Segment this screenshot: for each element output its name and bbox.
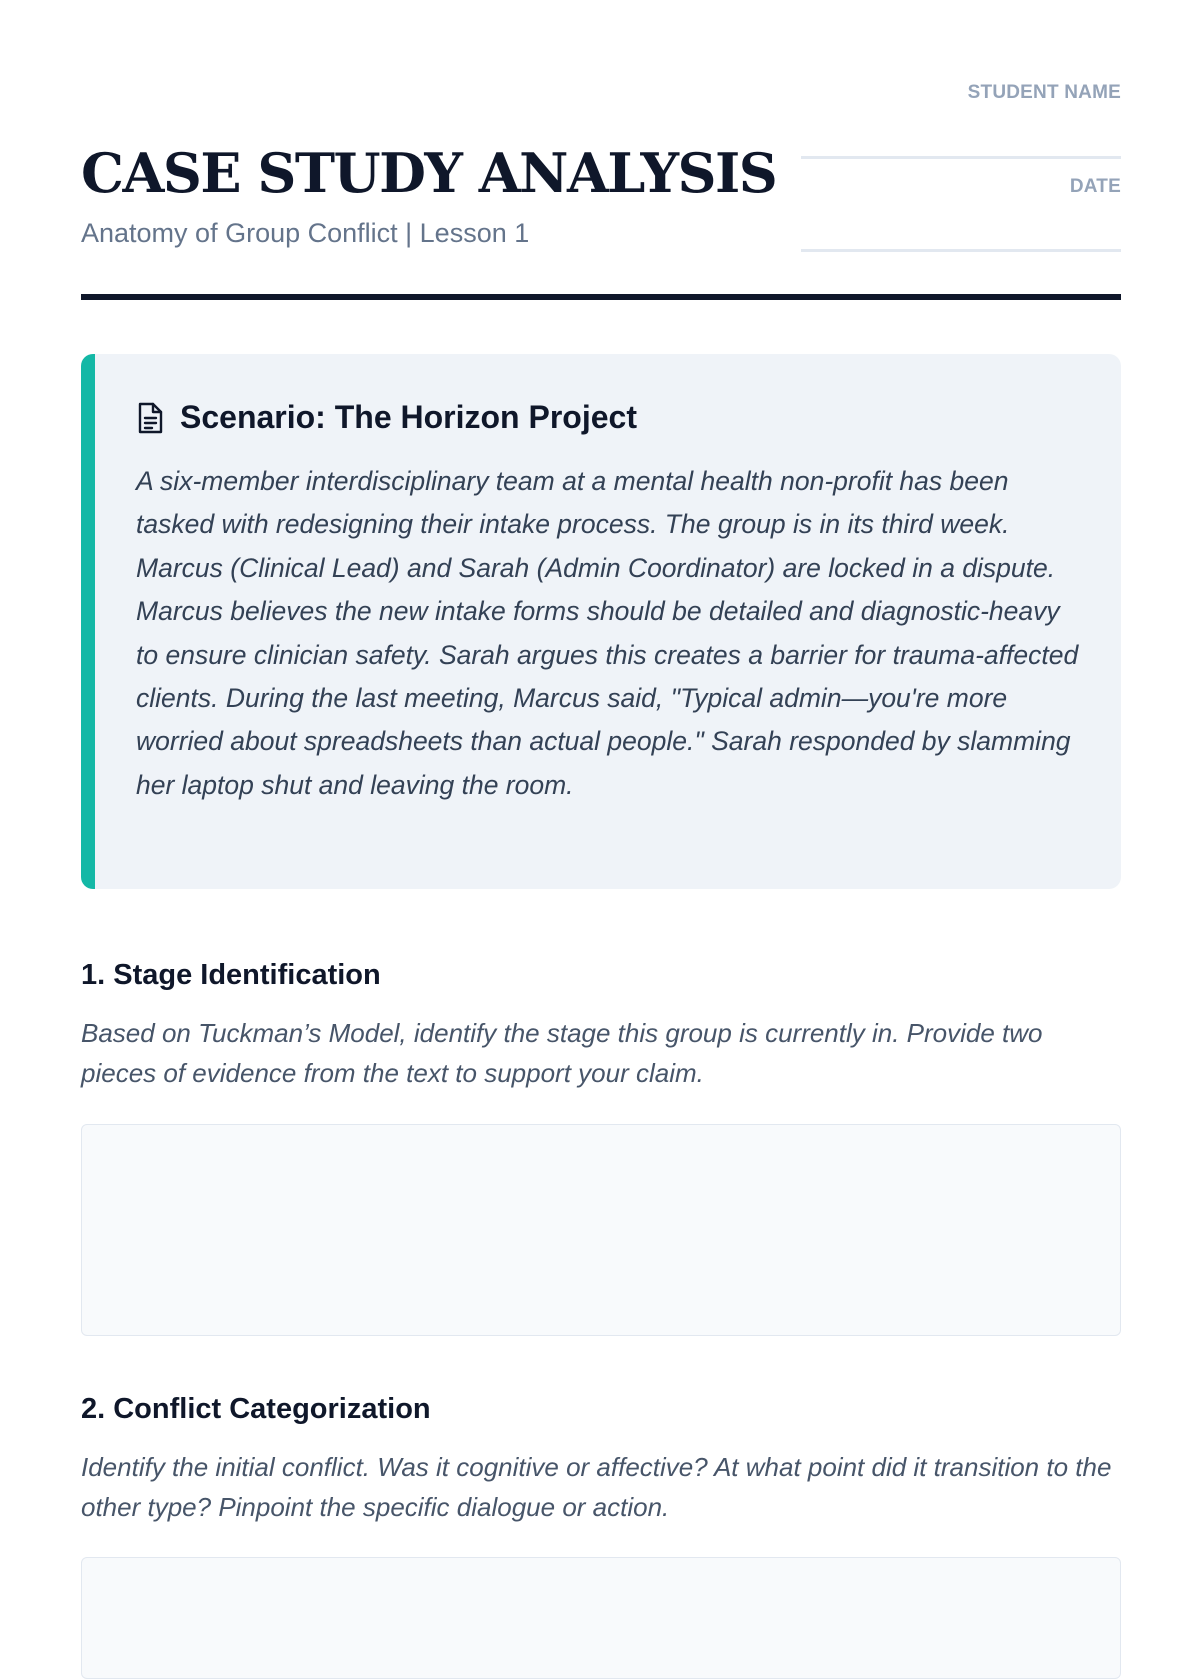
question-conflict-categorization <box>81 1392 1121 1527</box>
worksheet-page <box>81 0 1121 1522</box>
date-label: DATE <box>1069 176 1121 197</box>
question-prompt: Identify the initial conflict. Was it cognitive or affective? At what point did it transition to the other type? Pinpoint the specific dialogue or action. <box>81 1451 1112 1522</box>
student-name-label: STUDENT NAME <box>967 82 1121 103</box>
question-prompt: Based on Tuckman’s Model, identify the stage this group is currently in. Provide two pieces of evidence from the text to support your claim. <box>81 1017 1043 1088</box>
date-line[interactable] <box>801 249 1121 252</box>
document-icon <box>136 402 164 434</box>
answer-box-stage-identification[interactable] <box>81 1124 1121 1336</box>
header-divider <box>81 294 1121 300</box>
question-title: 2. Conflict Categorization <box>81 1393 431 1425</box>
worksheet-header <box>81 0 1121 300</box>
page-title: CASE STUDY ANALYSIS <box>81 141 777 205</box>
scenario-title: Scenario: The Horizon Project <box>180 399 637 435</box>
page-subtitle: Anatomy of Group Conflict | Lesson 1 <box>81 218 530 248</box>
scenario-box <box>81 354 1121 889</box>
scenario-text: A six-member interdisciplinary team at a mental health non-profit has been tasked with redesigning their intake process. The group is in its third week. Marcus (Clinical Lead) and Sarah (Admin Coordinator) are locked in a dispute. Marcus believes the new intake forms should be detailed and diagnostic-heavy to ensure clinician safety. Sarah argues this creates a barrier for trauma-affected clients. During the last meeting, Marcus said, "Typical admin—you're more worried about spreadsheets than actual people." Sarah responded by slamming her laptop shut and leaving the room. <box>136 466 1079 800</box>
answer-box-conflict-categorization[interactable] <box>81 1557 1121 1679</box>
question-title: 1. Stage Identification <box>81 959 381 991</box>
question-stage-identification <box>81 958 1121 1093</box>
scenario-accent-bar <box>81 354 95 889</box>
scenario-heading <box>136 399 637 436</box>
student-name-line[interactable] <box>801 156 1121 159</box>
